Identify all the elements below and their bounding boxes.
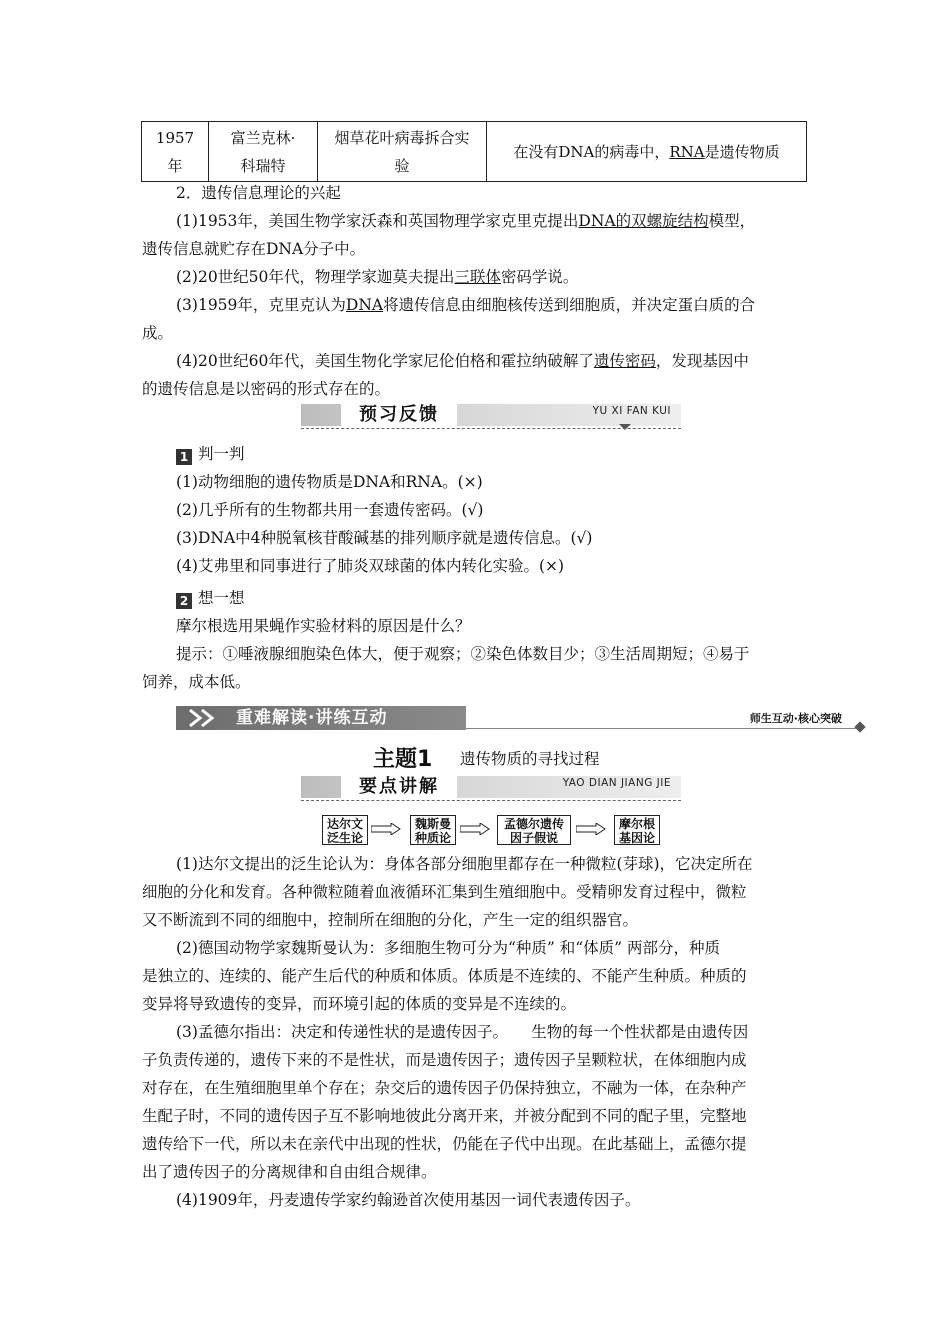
section-banner-line: [466, 728, 858, 729]
list-item: (3)DNA中4种脱氧核苷酸碱基的排列顺序就是遗传信息。(√): [176, 529, 593, 547]
body-line: 出了遗传因子的分离规律和自由组合规律。: [142, 1163, 437, 1181]
conclusion-text: 在没有DNA的病毒中，: [513, 142, 670, 161]
body-line: 变异将导致遗传的变异，而环境引起的体质的变异是不连续的。: [142, 995, 577, 1013]
section-banner-title: 重难解读·讲练互动: [236, 708, 388, 728]
paragraph-3-cont: 成。: [142, 324, 174, 342]
conclusion-answer: RNA: [669, 142, 705, 161]
answer: DNA的双螺旋结构: [578, 212, 709, 230]
banner-subtitle: YAO DIAN JIANG JIE: [562, 777, 671, 789]
paragraph-1-cont: 遗传信息就贮存在DNA分子中。: [142, 240, 366, 258]
flow-label: 种质论: [414, 831, 451, 845]
paragraph-1: [176, 207, 808, 235]
paragraph-4-cont: 的遗传信息是以密码的形式存在的。: [142, 380, 391, 398]
list-item: (4)艾弗里和同事进行了肺炎双球菌的体内转化实验。(×): [176, 557, 565, 575]
arrow-right-icon: [371, 823, 401, 835]
flow-label: 魏斯曼: [414, 817, 451, 831]
conclusion-text-end: 是遗传物质: [704, 142, 780, 161]
diamond-icon: [854, 721, 865, 732]
text: ，发现基因中: [655, 352, 749, 370]
paragraph-4: [176, 347, 808, 375]
body-line: 细胞的分化和发育。各种微粒随着血液循环汇集到生殖细胞中。受精卵发育过程中，微粒: [142, 883, 747, 901]
think-question: 摩尔根选用果蝇作实验材料的原因是什么？: [176, 617, 471, 635]
answer: 三联体: [454, 268, 501, 286]
judge-title: 判一判: [198, 445, 245, 463]
think-hint: 提示：①唾液腺细胞染色体大，便于观察；②染色体数目少；③生活周期短；④易于: [176, 645, 750, 663]
body-line: (2)德国动物学家魏斯曼认为：多细胞生物可分为“种质” 和“体质” 两部分，种质: [176, 939, 721, 957]
history-table: [141, 121, 807, 182]
flow-box-morgan: [614, 815, 660, 845]
text: 将遗传信息由细胞核传送到细胞质，并决定蛋白质的合: [383, 296, 756, 314]
arrow-right-icon: [460, 823, 490, 835]
flow-label: 达尔文: [326, 817, 363, 831]
flow-label: 基因论: [618, 831, 655, 845]
body-line: 遗传给下一代，所以未在亲代中出现的性状，仍能在子代中出现。在此基础上，孟德尔提: [142, 1135, 747, 1153]
topic-title: 遗传物质的寻找过程: [460, 750, 600, 768]
banner-marker-icon: [619, 424, 631, 430]
list-item: (1)动物细胞的遗传物质是DNA和RNA。(×): [176, 473, 483, 491]
section-heading: 2．遗传信息理论的兴起: [176, 184, 341, 202]
key-points-banner: [301, 776, 681, 802]
cell-conclusion: [487, 122, 807, 182]
cell-person: 富兰克林· 科瑞特: [209, 122, 318, 182]
flow-label: 摩尔根: [618, 817, 655, 831]
flow-label: 泛生论: [326, 831, 363, 845]
think-heading: [176, 584, 808, 612]
cell-experiment: 烟草花叶病毒拆合实 验: [318, 122, 487, 182]
banner-title: 要点讲解: [341, 774, 457, 800]
body-line: 子负责传递的，遗传下来的不是性状，而是遗传因子；遗传因子呈颗粒状，在体细胞内成: [142, 1051, 747, 1069]
preview-feedback-banner: [301, 404, 681, 430]
body-line: (1)达尔文提出的泛生论认为：身体各部分细胞里都存在一种微粒(芽球)，它决定所在: [176, 855, 753, 873]
flow-label: 孟德尔遗传: [503, 817, 564, 831]
think-hint-cont: 饲养，成本低。: [142, 673, 251, 691]
section-banner: [176, 706, 866, 732]
flow-box-weismann: [410, 815, 456, 845]
paragraph-2: [176, 263, 808, 291]
body-line: 又不断流到不同的细胞中，控制所在细胞的分化，产生一定的组织器官。: [142, 911, 639, 929]
body-line: (3)孟德尔指出：决定和传递性状的是遗传因子。 生物的每一个性状都是由遗传因: [176, 1023, 749, 1041]
cell-year: 1957 年: [142, 122, 209, 182]
list-item: (2)几乎所有的生物都共用一套遗传密码。(√): [176, 501, 484, 519]
paragraph-3: [176, 291, 808, 319]
topic-label: 主题1: [373, 747, 433, 772]
banner-title: 预习反馈: [341, 402, 457, 428]
number-badge-icon: 1: [176, 449, 192, 465]
banner-divider: [301, 800, 681, 801]
think-title: 想一想: [198, 589, 245, 607]
number-badge-icon: 2: [176, 593, 192, 609]
body-line: (4)1909年，丹麦遗传学家约翰逊首次使用基因一词代表遗传因子。: [176, 1191, 641, 1209]
text: 模型，: [708, 212, 756, 230]
body-line: 生配子时，不同的遗传因子互不影响地彼此分离开来，并被分配到不同的配子里，完整地: [142, 1107, 747, 1125]
arrow-right-icon: [576, 823, 606, 835]
flow-label: 因子假说: [509, 831, 558, 845]
text: (3)1959年，克里克认为: [176, 296, 346, 314]
banner-subtitle: YU XI FAN KUI: [592, 405, 671, 417]
text: (4)20世纪60年代，美国生物化学家尼伦伯格和霍拉纳破解了: [176, 352, 594, 370]
table-row: [142, 122, 807, 182]
section-banner-right: 师生互动·核心突破: [749, 712, 842, 725]
body-line: 对存在，在生殖细胞里单个存在；杂交后的遗传因子仍保持独立，不融为一体，在杂种产: [142, 1079, 747, 1097]
answer: 遗传密码: [593, 352, 656, 370]
text: (2)20世纪50年代，物理学家迦莫夫提出: [176, 268, 455, 286]
text: 密码学说。: [500, 268, 579, 286]
double-chevron-icon: [188, 708, 228, 728]
text: (1)1953年，美国生物学家沃森和英国物理学家克里克提出: [176, 212, 579, 230]
answer: DNA: [345, 296, 384, 314]
flow-box-mendel: [497, 815, 571, 845]
body-line: 是独立的、连续的、能产生后代的种质和体质。体质是不连续的、不能产生种质。种质的: [142, 967, 747, 985]
flow-box-darwin: [322, 815, 368, 845]
judge-heading: [176, 440, 808, 468]
